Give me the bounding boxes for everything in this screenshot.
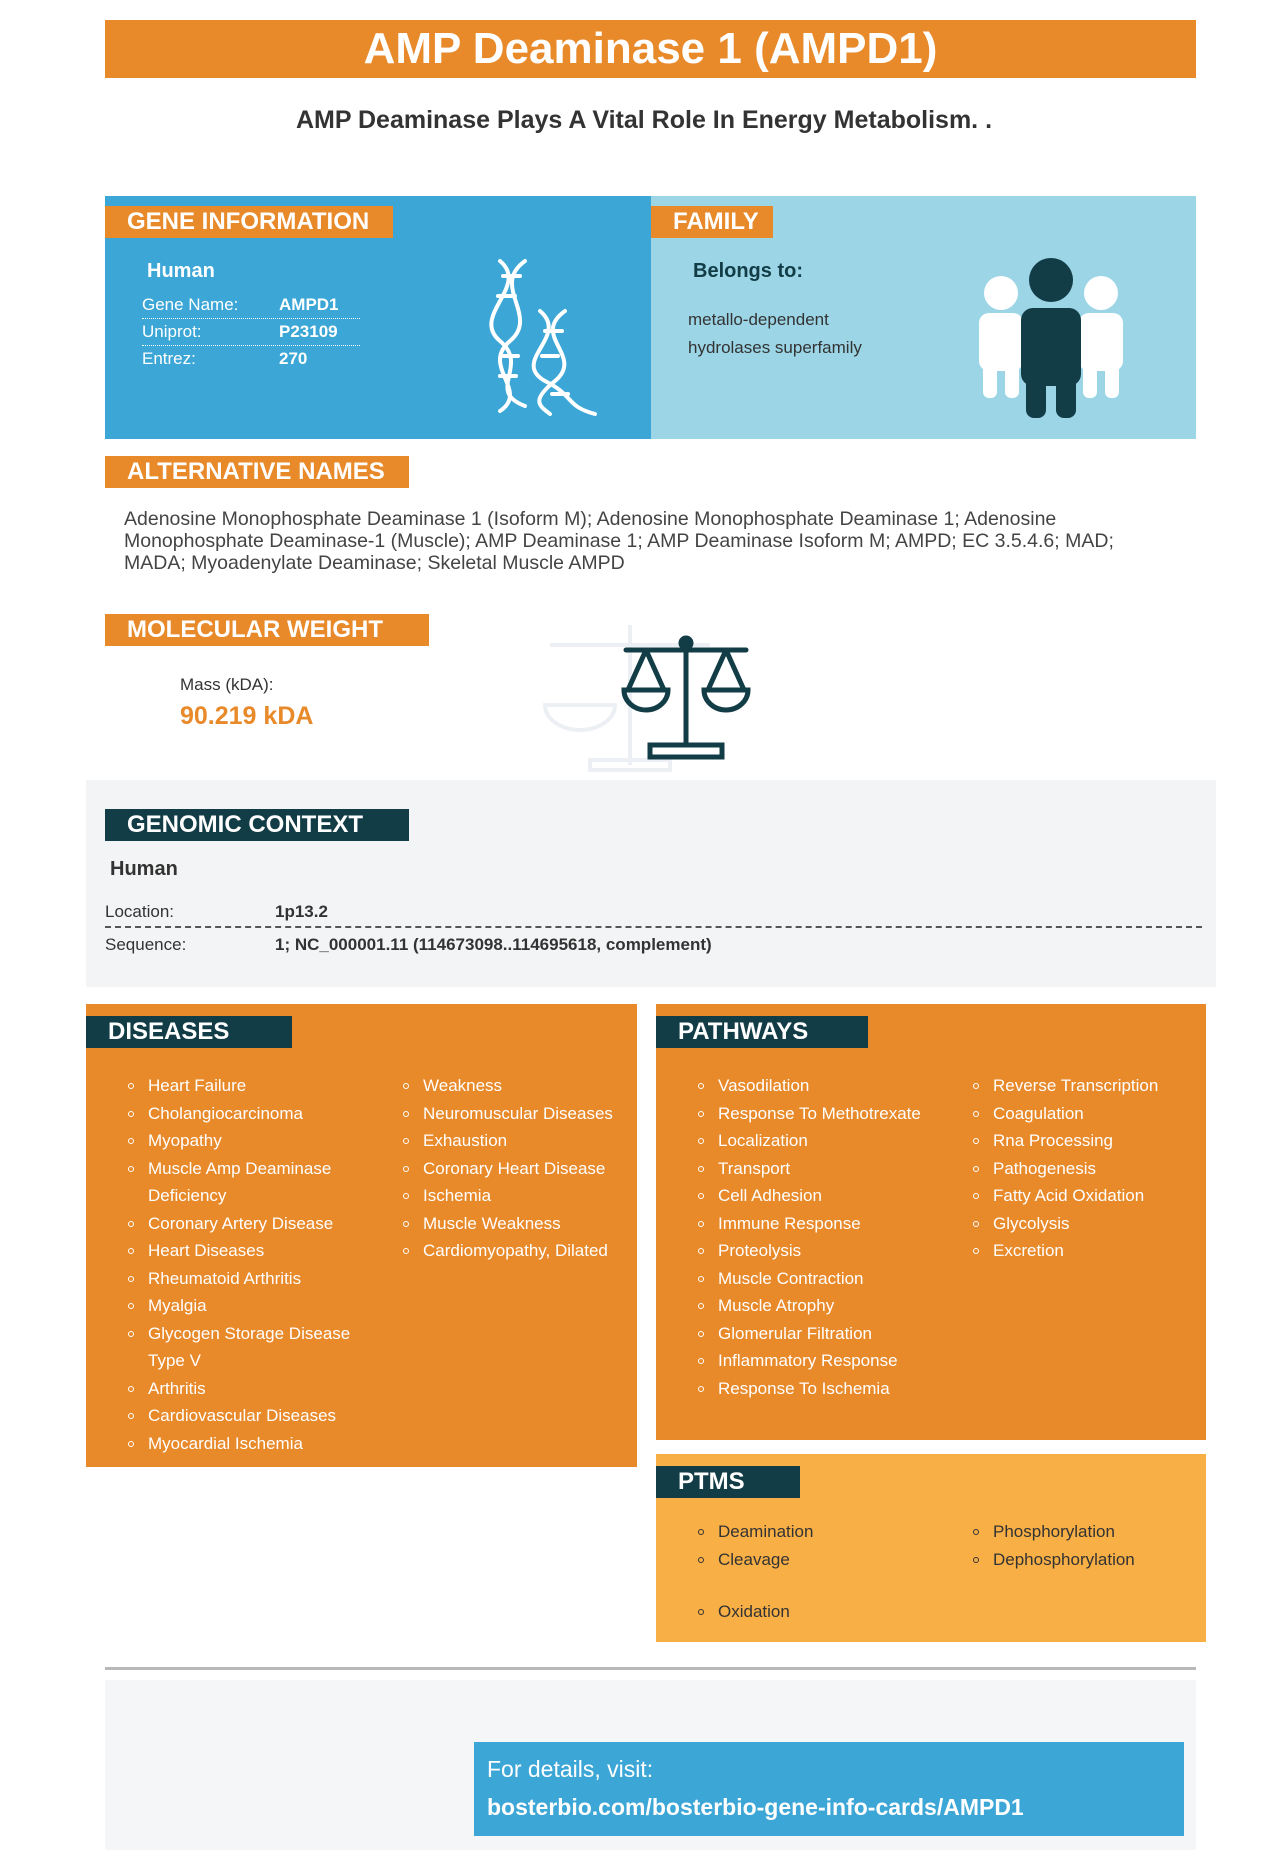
list-item: Proteolysis (696, 1237, 926, 1265)
entrez-value: 270 (279, 349, 308, 368)
alternative-names-line-1: Adenosine Monophosphate Deaminase 1 (Isoform M); Adenosine Monophosphate Deaminase 1; Adenosine (124, 508, 1057, 530)
family-panel (651, 196, 1196, 439)
list-item: Arthritis (126, 1375, 356, 1403)
sequence-label: Sequence: (105, 935, 187, 954)
gene-information-heading: GENE INFORMATION (105, 206, 393, 238)
location-value: 1p13.2 (275, 902, 328, 921)
diseases-list-col1 (126, 1072, 356, 1457)
list-item: Vasodilation (696, 1072, 926, 1100)
molecular-weight-heading: MOLECULAR WEIGHT (105, 614, 429, 646)
list-item: Rheumatoid Arthritis (126, 1265, 356, 1293)
pathways-panel (656, 1004, 1206, 1440)
uniprot-value: P23109 (279, 322, 338, 341)
gene-species: Human (147, 260, 215, 282)
ptms-heading: PTMS (656, 1466, 800, 1498)
ptms-list-col2 (971, 1518, 1191, 1573)
list-item: Phosphorylation (971, 1518, 1191, 1546)
location-label: Location: (105, 902, 174, 921)
belongs-to-label: Belongs to: (693, 260, 803, 282)
list-item: Muscle Atrophy (696, 1292, 926, 1320)
location-row (105, 892, 1202, 928)
list-item: Deamination (696, 1518, 926, 1546)
genomic-context-panel (86, 780, 1216, 987)
pathways-heading: PATHWAYS (656, 1016, 868, 1048)
family-line-1: metallo-dependent (688, 310, 829, 329)
pathways-list-col1 (696, 1072, 926, 1402)
list-item: Cleavage (696, 1546, 926, 1574)
list-item: Coronary Artery Disease (126, 1210, 356, 1238)
footer-divider (105, 1667, 1196, 1670)
gene-name-label: Gene Name: (142, 295, 239, 314)
list-item: Exhaustion (401, 1127, 621, 1155)
list-item: Heart Failure (126, 1072, 356, 1100)
list-item: Glycogen Storage Disease Type V (126, 1320, 356, 1375)
diseases-list-col2 (401, 1072, 621, 1265)
list-item: Localization (696, 1127, 926, 1155)
page-title: AMP Deaminase 1 (AMPD1) (105, 20, 1196, 78)
list-item: Oxidation (696, 1598, 926, 1626)
genomic-context-heading: GENOMIC CONTEXT (105, 809, 409, 841)
list-item: Response To Methotrexate (696, 1100, 926, 1128)
genomic-species: Human (110, 858, 178, 880)
mass-label: Mass (kDA): (180, 675, 274, 694)
diseases-panel (86, 1004, 637, 1467)
list-item: Transport (696, 1155, 926, 1183)
uniprot-label: Uniprot: (142, 322, 202, 341)
list-item: Cardiovascular Diseases (126, 1402, 356, 1430)
list-item: Myalgia (126, 1292, 356, 1320)
family-line-2: hydrolases superfamily (688, 338, 862, 357)
mass-value: 90.219 kDA (180, 702, 314, 730)
list-item: Response To Ischemia (696, 1375, 926, 1403)
list-item: Glycolysis (971, 1210, 1191, 1238)
list-item: Ischemia (401, 1182, 621, 1210)
list-item: Coagulation (971, 1100, 1191, 1128)
ptms-list-col3 (696, 1598, 926, 1626)
diseases-heading: DISEASES (86, 1016, 292, 1048)
list-item: Myocardial Ischemia (126, 1430, 356, 1458)
list-item: Dephosphorylation (971, 1546, 1191, 1574)
list-item: Cholangiocarcinoma (126, 1100, 356, 1128)
details-visit-label: For details, visit: (487, 1756, 654, 1782)
alternative-names-line-2: Monophosphate Deaminase-1 (Muscle); AMP Deaminase 1; AMP Deaminase Isoform M; AMPD; EC 3.5.4.6; MAD; (124, 530, 1114, 552)
details-box[interactable] (474, 1742, 1184, 1836)
entrez-label: Entrez: (142, 349, 196, 368)
list-item: Heart Diseases (126, 1237, 356, 1265)
ptms-panel (656, 1454, 1206, 1642)
list-item: Glomerular Filtration (696, 1320, 926, 1348)
gene-name-row (142, 292, 360, 319)
ptms-list-col1 (696, 1518, 926, 1573)
balance-scale-icon (540, 615, 770, 775)
list-item: Inflammatory Response (696, 1347, 926, 1375)
alternative-names-text (124, 508, 1154, 574)
list-item: Muscle Amp Deaminase Deficiency (126, 1155, 356, 1210)
list-item: Pathogenesis (971, 1155, 1191, 1183)
sequence-row (105, 930, 1202, 960)
list-item: Excretion (971, 1237, 1191, 1265)
people-group-icon (971, 256, 1131, 421)
list-item: Cell Adhesion (696, 1182, 926, 1210)
list-item: Rna Processing (971, 1127, 1191, 1155)
list-item: Muscle Weakness (401, 1210, 621, 1238)
list-item: Muscle Contraction (696, 1265, 926, 1293)
alternative-names-heading: ALTERNATIVE NAMES (105, 456, 409, 488)
list-item: Reverse Transcription (971, 1072, 1191, 1100)
pathways-list-col2 (971, 1072, 1191, 1265)
details-url-link[interactable]: bosterbio.com/bosterbio-gene-info-cards/AMPD1 (487, 1794, 1024, 1820)
dna-helix-icon (470, 256, 610, 416)
list-item: Immune Response (696, 1210, 926, 1238)
list-item: Neuromuscular Diseases (401, 1100, 621, 1128)
gene-information-panel (105, 196, 651, 439)
list-item: Weakness (401, 1072, 621, 1100)
list-item: Fatty Acid Oxidation (971, 1182, 1191, 1210)
family-heading: FAMILY (651, 206, 773, 238)
gene-name-value: AMPD1 (279, 295, 339, 314)
list-item: Cardiomyopathy, Dilated (401, 1237, 621, 1265)
uniprot-row (142, 319, 360, 346)
sequence-value: 1; NC_000001.11 (114673098..114695618, complement) (275, 935, 712, 954)
list-item: Myopathy (126, 1127, 356, 1155)
alternative-names-line-3: MADA; Myoadenylate Deaminase; Skeletal Muscle AMPD (124, 552, 625, 574)
page-subtitle: AMP Deaminase Plays A Vital Role In Energy Metabolism. . (295, 106, 993, 134)
list-item: Coronary Heart Disease (401, 1155, 621, 1183)
entrez-row (142, 346, 360, 372)
